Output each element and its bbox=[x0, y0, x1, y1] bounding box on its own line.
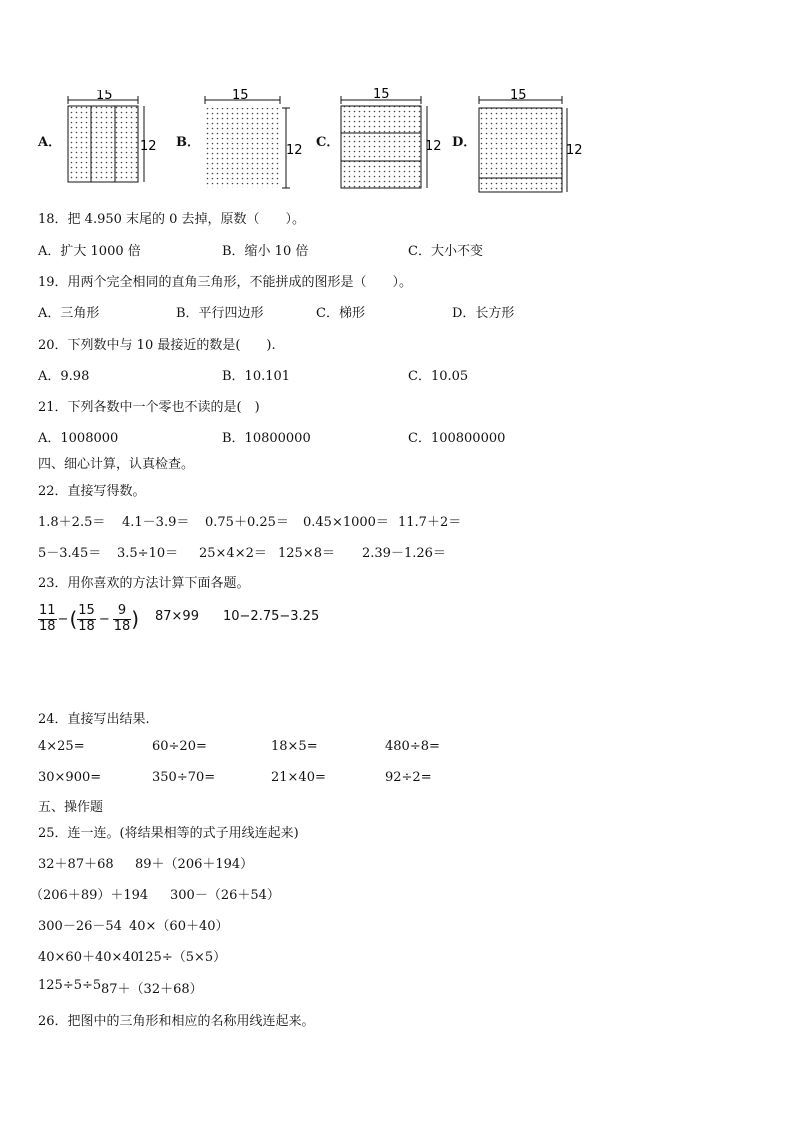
q23-expression-1: $\frac{11}{18}$ − ( $\frac{15}{18}$ − $\frac{9}{18}$ ) bbox=[39, 603, 140, 634]
q17-c-width: 15 bbox=[373, 87, 390, 102]
section-4-heading: 四、细心计算，认真检查。 bbox=[38, 457, 195, 472]
q21-option-b[interactable]: B．10800000 bbox=[222, 431, 311, 446]
q26-stem: 26．把图中的三角形和相应的名称用线连起来。 bbox=[38, 1014, 315, 1029]
q25-left-expression[interactable]: 32＋87＋68 bbox=[38, 857, 114, 872]
q17-figure-b bbox=[200, 86, 305, 191]
q20-option-a[interactable]: A．9.98 bbox=[38, 369, 90, 384]
q20-option-b[interactable]: B．10.101 bbox=[222, 369, 291, 384]
q24-row1-item: 480÷8= bbox=[385, 739, 440, 754]
q25-right-expression[interactable]: 87＋（32＋68） bbox=[101, 982, 203, 997]
q22-row2-item: 5－3.45＝ bbox=[38, 546, 102, 561]
q23-expression-3: 10−2.75−3.25 bbox=[223, 609, 320, 624]
q22-row2-item: 25×4×2＝ bbox=[199, 546, 267, 561]
q23-expression-2: 87×99 bbox=[155, 609, 199, 624]
q17-option-a-label: A． bbox=[38, 135, 62, 150]
q18-stem: 18．把 4.950 末尾的 0 去掉，原数（ ）。 bbox=[38, 212, 306, 227]
q24-row2-item: 21×40= bbox=[271, 770, 326, 785]
q24-row2-item: 30×900= bbox=[38, 770, 102, 785]
q25-left-expression[interactable]: 300－26－54 bbox=[38, 919, 122, 934]
q20-option-c[interactable]: C．10.05 bbox=[408, 369, 469, 384]
section-5-heading: 五、操作题 bbox=[38, 800, 104, 815]
q22-row1-item: 1.8＋2.5＝ bbox=[38, 515, 106, 530]
q22-row1-item: 0.75＋0.25＝ bbox=[205, 515, 289, 530]
q24-row1-item: 4×25= bbox=[38, 739, 85, 754]
q17-option-d-label: D． bbox=[452, 135, 477, 150]
q24-stem: 24．直接写出结果. bbox=[38, 712, 150, 727]
q22-row1-item: 0.45×1000＝ bbox=[303, 515, 389, 530]
q17-c-height: 12 bbox=[425, 139, 442, 154]
q17-b-height: 12 bbox=[286, 143, 303, 158]
q17-figure-c bbox=[337, 84, 447, 192]
q24-row2-item: 92÷2= bbox=[385, 770, 432, 785]
q25-left-expression[interactable]: 125÷5÷5 bbox=[38, 978, 102, 993]
q18-option-c[interactable]: C．大小不变 bbox=[408, 244, 483, 259]
fraction: $\frac{11}{18}$ bbox=[39, 603, 56, 634]
q17-d-width: 15 bbox=[510, 88, 527, 103]
q19-stem: 19．用两个完全相同的直角三角形，不能拼成的图形是（ ）。 bbox=[38, 275, 413, 290]
q19-option-a[interactable]: A．三角形 bbox=[38, 306, 100, 321]
q21-stem: 21．下列各数中一个零也不读的是( ) bbox=[38, 400, 260, 415]
fraction: $\frac{9}{18}$ bbox=[113, 603, 131, 634]
q25-right-expression[interactable]: 300－（26＋54） bbox=[170, 888, 280, 903]
q24-row2-item: 350÷70= bbox=[152, 770, 216, 785]
q22-stem: 22．直接写得数。 bbox=[38, 484, 146, 499]
q25-left-expression[interactable]: 40×60＋40×40 bbox=[38, 950, 139, 965]
q17-figure-a bbox=[64, 90, 164, 185]
q23-stem: 23．用你喜欢的方法计算下面各题。 bbox=[38, 576, 250, 591]
q17-a-height: 12 bbox=[140, 139, 157, 154]
q17-figure-d bbox=[474, 86, 589, 196]
q18-option-a[interactable]: A．扩大 1000 倍 bbox=[38, 244, 141, 259]
q25-stem: 25．连一连。(将结果相等的式子用线连起来) bbox=[38, 826, 299, 841]
q19-option-d[interactable]: D．长方形 bbox=[452, 306, 515, 321]
q17-option-c-label: C． bbox=[316, 135, 340, 150]
q22-row1-item: 11.7＋2＝ bbox=[398, 515, 462, 530]
q21-option-a[interactable]: A．1008000 bbox=[38, 431, 119, 446]
q17-a-width: 15 bbox=[96, 90, 113, 103]
q17-option-b-label: B． bbox=[176, 135, 200, 150]
q22-row2-item: 125×8＝ bbox=[278, 546, 335, 561]
q22-row2-item: 3.5÷10＝ bbox=[117, 546, 179, 561]
q25-right-expression[interactable]: 89＋（206＋194） bbox=[135, 857, 254, 872]
fraction: $\frac{15}{18}$ bbox=[78, 603, 95, 634]
q21-option-c[interactable]: C．100800000 bbox=[408, 431, 506, 446]
q22-row1-item: 4.1－3.9＝ bbox=[122, 515, 190, 530]
q22-row2-item: 2.39－1.26＝ bbox=[362, 546, 446, 561]
q19-option-c[interactable]: C．梯形 bbox=[316, 306, 365, 321]
q17-b-width: 15 bbox=[232, 88, 249, 103]
q25-right-expression[interactable]: 125÷（5×5） bbox=[137, 950, 227, 965]
q19-option-b[interactable]: B．平行四边形 bbox=[176, 306, 264, 321]
q25-left-expression[interactable]: （206＋89）＋194 bbox=[30, 888, 149, 903]
q24-row1-item: 60÷20= bbox=[152, 739, 207, 754]
q17-d-height: 12 bbox=[566, 143, 583, 158]
q18-option-b[interactable]: B．缩小 10 倍 bbox=[222, 244, 309, 259]
q25-right-expression[interactable]: 40×（60＋40） bbox=[129, 919, 229, 934]
q24-row1-item: 18×5= bbox=[271, 739, 318, 754]
q20-stem: 20．下列数中与 10 最接近的数是( ). bbox=[38, 338, 276, 353]
